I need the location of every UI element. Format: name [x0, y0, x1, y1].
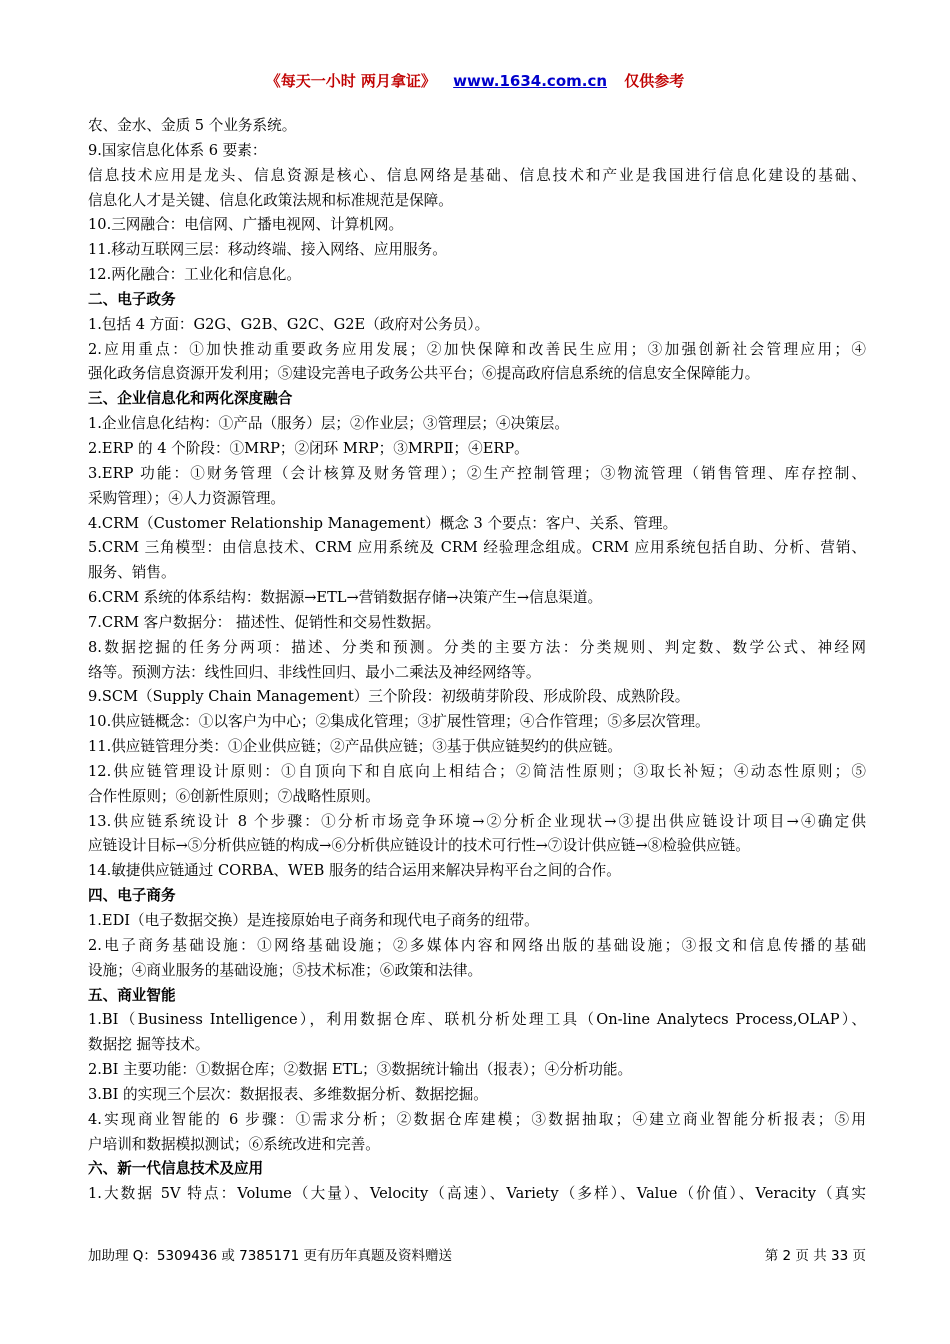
text-line: 2.ERP 的 4 个阶段：①MRP；②闭环 MRP；③MRPⅡ；④ERP。	[88, 439, 529, 457]
text-line: 10.三网融合：电信网、广播电视网、计算机网。	[88, 216, 404, 234]
header-note: 仅供参考	[624, 72, 685, 90]
text-line: 数据挖 掘等技术。	[88, 1036, 210, 1054]
text-line: 11.供应链管理分类：①企业供应链；②产品供应链；③基于供应链契约的供应链。	[88, 738, 622, 756]
page-number: 第 2 页 共 33 页	[764, 1248, 866, 1264]
section-heading: 六、新一代信息技术及应用	[88, 1160, 264, 1178]
page-header	[0, 70, 950, 91]
text-line: 14.敏捷供应链通过 CORBA、WEB 服务的结合运用来解决异构平台之间的合作。	[88, 862, 621, 880]
document-body	[88, 114, 866, 1207]
text-line: 强化政务信息资源开发利用；⑤建设完善电子政务公共平台；⑥提高政府信息系统的信息安全保障能力。	[88, 365, 760, 383]
section-heading: 四、电子商务	[88, 887, 176, 905]
text-line: 8.数据挖掘的任务分两项：描述、分类和预测。分类的主要方法：分类规则、判定数、数学公式、神经网	[88, 638, 866, 656]
text-line: 信息技术应用是龙头、信息资源是核心、信息网络是基础、信息技术和产业是我国进行信息化建设的基础、	[88, 166, 866, 184]
text-line: 12.供应链管理设计原则：①自顶向下和自底向上相结合；②简洁性原则；③取长补短；④动态性原则；⑤	[88, 762, 866, 780]
text-line: 信息化人才是关键、信息化政策法规和标准规范是保障。	[88, 191, 453, 209]
text-line: 9.SCM（Supply Chain Management）三个阶段：初级萌芽阶段、形成阶段、成熟阶段。	[88, 688, 690, 706]
text-line: 9.国家信息化体系 6 要素：	[88, 141, 267, 159]
text-line: 4.CRM（Customer Relationship Management）概念 3 个要点：客户、关系、管理。	[88, 514, 678, 532]
text-line: 1.包括 4 方面：G2G、G2B、G2C、G2E（政府对公务员）。	[88, 315, 490, 333]
text-line: 2.BI 主要功能：①数据仓库；②数据 ETL；③数据统计输出（报表）；④分析功能。	[88, 1061, 633, 1079]
text-line: 1.BI（Business Intelligence），利用数据仓库、联机分析处理工具（On-line Analytecs Process,OLAP）、	[88, 1011, 866, 1029]
text-line: 12.两化融合：工业化和信息化。	[88, 266, 301, 284]
text-line: 采购管理）；④人力资源管理。	[88, 489, 286, 507]
text-line: 络等。预测方法：线性回归、非线性回归、最小二乘法及神经网络等。	[88, 663, 541, 681]
text-line: 设施；④商业服务的基础设施；⑤技术标准；⑥政策和法律。	[88, 961, 483, 979]
section-heading: 三、企业信息化和两化深度融合	[88, 390, 293, 408]
text-line: 户培训和数据模拟测试；⑥系统改进和完善。	[88, 1135, 380, 1153]
text-line: 5.CRM 三角模型：由信息技术、CRM 应用系统及 CRM 经验理念组成。CRM 应用系统包括自助、分析、营销、	[88, 539, 866, 557]
page-footer	[88, 1244, 866, 1264]
text-line: 2.应用重点：①加快推动重要政务应用发展；②加快保障和改善民生应用；③加强创新社会管理应用；④	[88, 340, 866, 358]
header-website-link[interactable]: www.1634.com.cn	[453, 72, 608, 90]
text-line: 7.CRM 客户数据分： 描述性、促销性和交易性数据。	[88, 613, 441, 631]
text-line: 合作性原则；⑥创新性原则；⑦战略性原则。	[88, 787, 380, 805]
text-line: 3.BI 的实现三个层次：数据报表、多维数据分析、数据挖掘。	[88, 1085, 488, 1103]
text-line: 2.电子商务基础设施：①网络基础设施；②多媒体内容和网络出版的基础设施；③报文和信息传播的基础	[88, 936, 866, 954]
header-title: 《每天一小时 两月拿证》	[265, 72, 436, 90]
section-heading: 二、电子政务	[88, 290, 176, 308]
text-line: 1.企业信息化结构：①产品（服务）层；②作业层；③管理层；④决策层。	[88, 415, 569, 433]
text-line: 1.大数据 5V 特点：Volume（大量）、Velocity（高速）、Variety（多样）、Value（价值）、Veracity（真实	[88, 1185, 866, 1203]
footer-contact: 加助理 Q：5309436 或 7385171 更有历年真题及资料赠送	[88, 1248, 453, 1264]
text-line: 服务、销售。	[88, 564, 176, 582]
text-line: 6.CRM 系统的体系结构：数据源→ETL→营销数据存储→决策产生→信息渠道。	[88, 589, 603, 607]
text-line: 10.供应链概念：①以客户为中心；②集成化管理；③扩展性管理；④合作管理；⑤多层次管理。	[88, 713, 710, 731]
section-heading: 五、商业智能	[88, 986, 176, 1004]
text-line: 1.EDI（电子数据交换）是连接原始电子商务和现代电子商务的纽带。	[88, 912, 539, 929]
text-line: 4.实现商业智能的 6 步骤：①需求分析；②数据仓库建模；③数据抽取；④建立商业智能分析报表；⑤用	[88, 1110, 866, 1128]
text-line: 应链设计目标→⑤分析供应链的构成→⑥分析供应链设计的技术可行性→⑦设计供应链→⑧检验供应链。	[88, 837, 750, 855]
text-line: 3.ERP 功能：①财务管理（会计核算及财务管理）；②生产控制管理；③物流管理（销售管理、库存控制、	[88, 464, 866, 482]
text-line: 11.移动互联网三层：移动终端、接入网络、应用服务。	[88, 241, 447, 259]
text-line: 13.供应链系统设计 8 个步骤：①分析市场竞争环境→②分析企业现状→③提出供应链设计项目→④确定供	[88, 812, 866, 830]
text-line: 农、金水、金质 5 个业务系统。	[88, 117, 297, 134]
